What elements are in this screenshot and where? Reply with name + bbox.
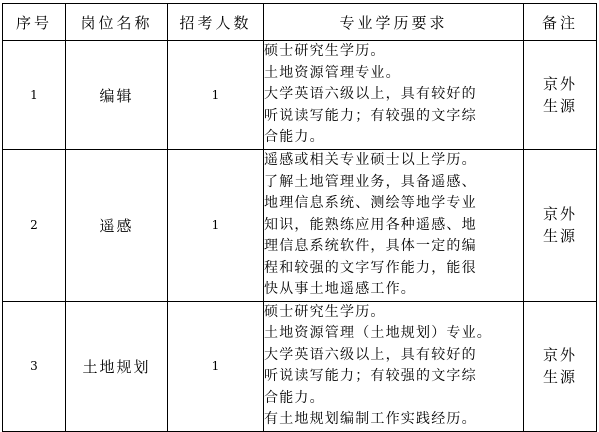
row-seq: 1 <box>3 41 66 150</box>
note-line: 京外 <box>542 75 577 93</box>
row-note <box>524 150 597 302</box>
requirement-line: 程和较强的文字写作能力，能很 <box>264 259 477 276</box>
requirement-line: 理信息系统软件，具体一定的编 <box>264 238 477 254</box>
row-requirement <box>264 41 524 150</box>
row-position: 遥感 <box>66 150 168 302</box>
row-position: 土地规划 <box>66 301 168 431</box>
table-row <box>3 301 597 431</box>
note-line: 京外 <box>542 205 577 224</box>
header-requirement: 专业学历要求 <box>264 4 524 41</box>
header-position: 岗位名称 <box>66 4 168 41</box>
row-count: 1 <box>168 41 264 150</box>
requirement-line: 土地资源管理（土地规划）专业。 <box>264 325 492 341</box>
requirement-line: 知识，能熟练应用各种遥感、地 <box>264 216 477 233</box>
requirement-line: 听说读写能力；有较强的文字综 <box>264 107 477 124</box>
requirement-line: 大学英语六级以上，具有较好的 <box>264 86 477 103</box>
row-requirement <box>264 301 524 431</box>
row-count: 1 <box>168 301 264 431</box>
requirement-line: 了解土地管理业务，具备遥感、 <box>264 173 477 190</box>
row-seq: 2 <box>3 150 66 302</box>
row-note <box>524 301 597 431</box>
requirement-line: 合能力。 <box>264 129 325 146</box>
note-line: 生源 <box>542 97 577 115</box>
requirement-line: 硕士研究生学历。 <box>264 303 386 320</box>
row-position: 编辑 <box>66 41 168 150</box>
note-line: 生源 <box>542 368 577 386</box>
requirement-line: 硕士研究生学历。 <box>264 43 386 60</box>
header-count: 招考人数 <box>168 4 264 41</box>
requirement-line: 听说读写能力；有较强的文字综 <box>264 368 477 384</box>
header-note: 备注 <box>524 4 597 41</box>
note-line: 京外 <box>542 346 577 364</box>
requirement-line: 地理信息系统、测绘等地学专业 <box>264 195 477 211</box>
table-row <box>3 150 597 302</box>
row-count: 1 <box>168 150 264 302</box>
requirement-line: 合能力。 <box>264 389 325 406</box>
row-requirement <box>264 150 524 302</box>
requirement-line: 土地资源管理专业。 <box>264 64 401 81</box>
requirement-line: 有土地规划编制工作实践经历。 <box>264 411 477 427</box>
header-seq: 序号 <box>3 4 66 41</box>
table-row <box>3 41 597 150</box>
row-note <box>524 41 597 150</box>
recruitment-table <box>2 3 597 432</box>
requirement-line: 大学英语六级以上，具有较好的 <box>264 346 477 363</box>
header-row <box>3 4 597 41</box>
requirement-line: 遥感或相关专业硕士以上学历。 <box>264 152 477 168</box>
requirement-line: 快从事土地遥感工作。 <box>264 281 416 297</box>
note-line: 生源 <box>542 227 577 246</box>
row-seq: 3 <box>3 301 66 431</box>
